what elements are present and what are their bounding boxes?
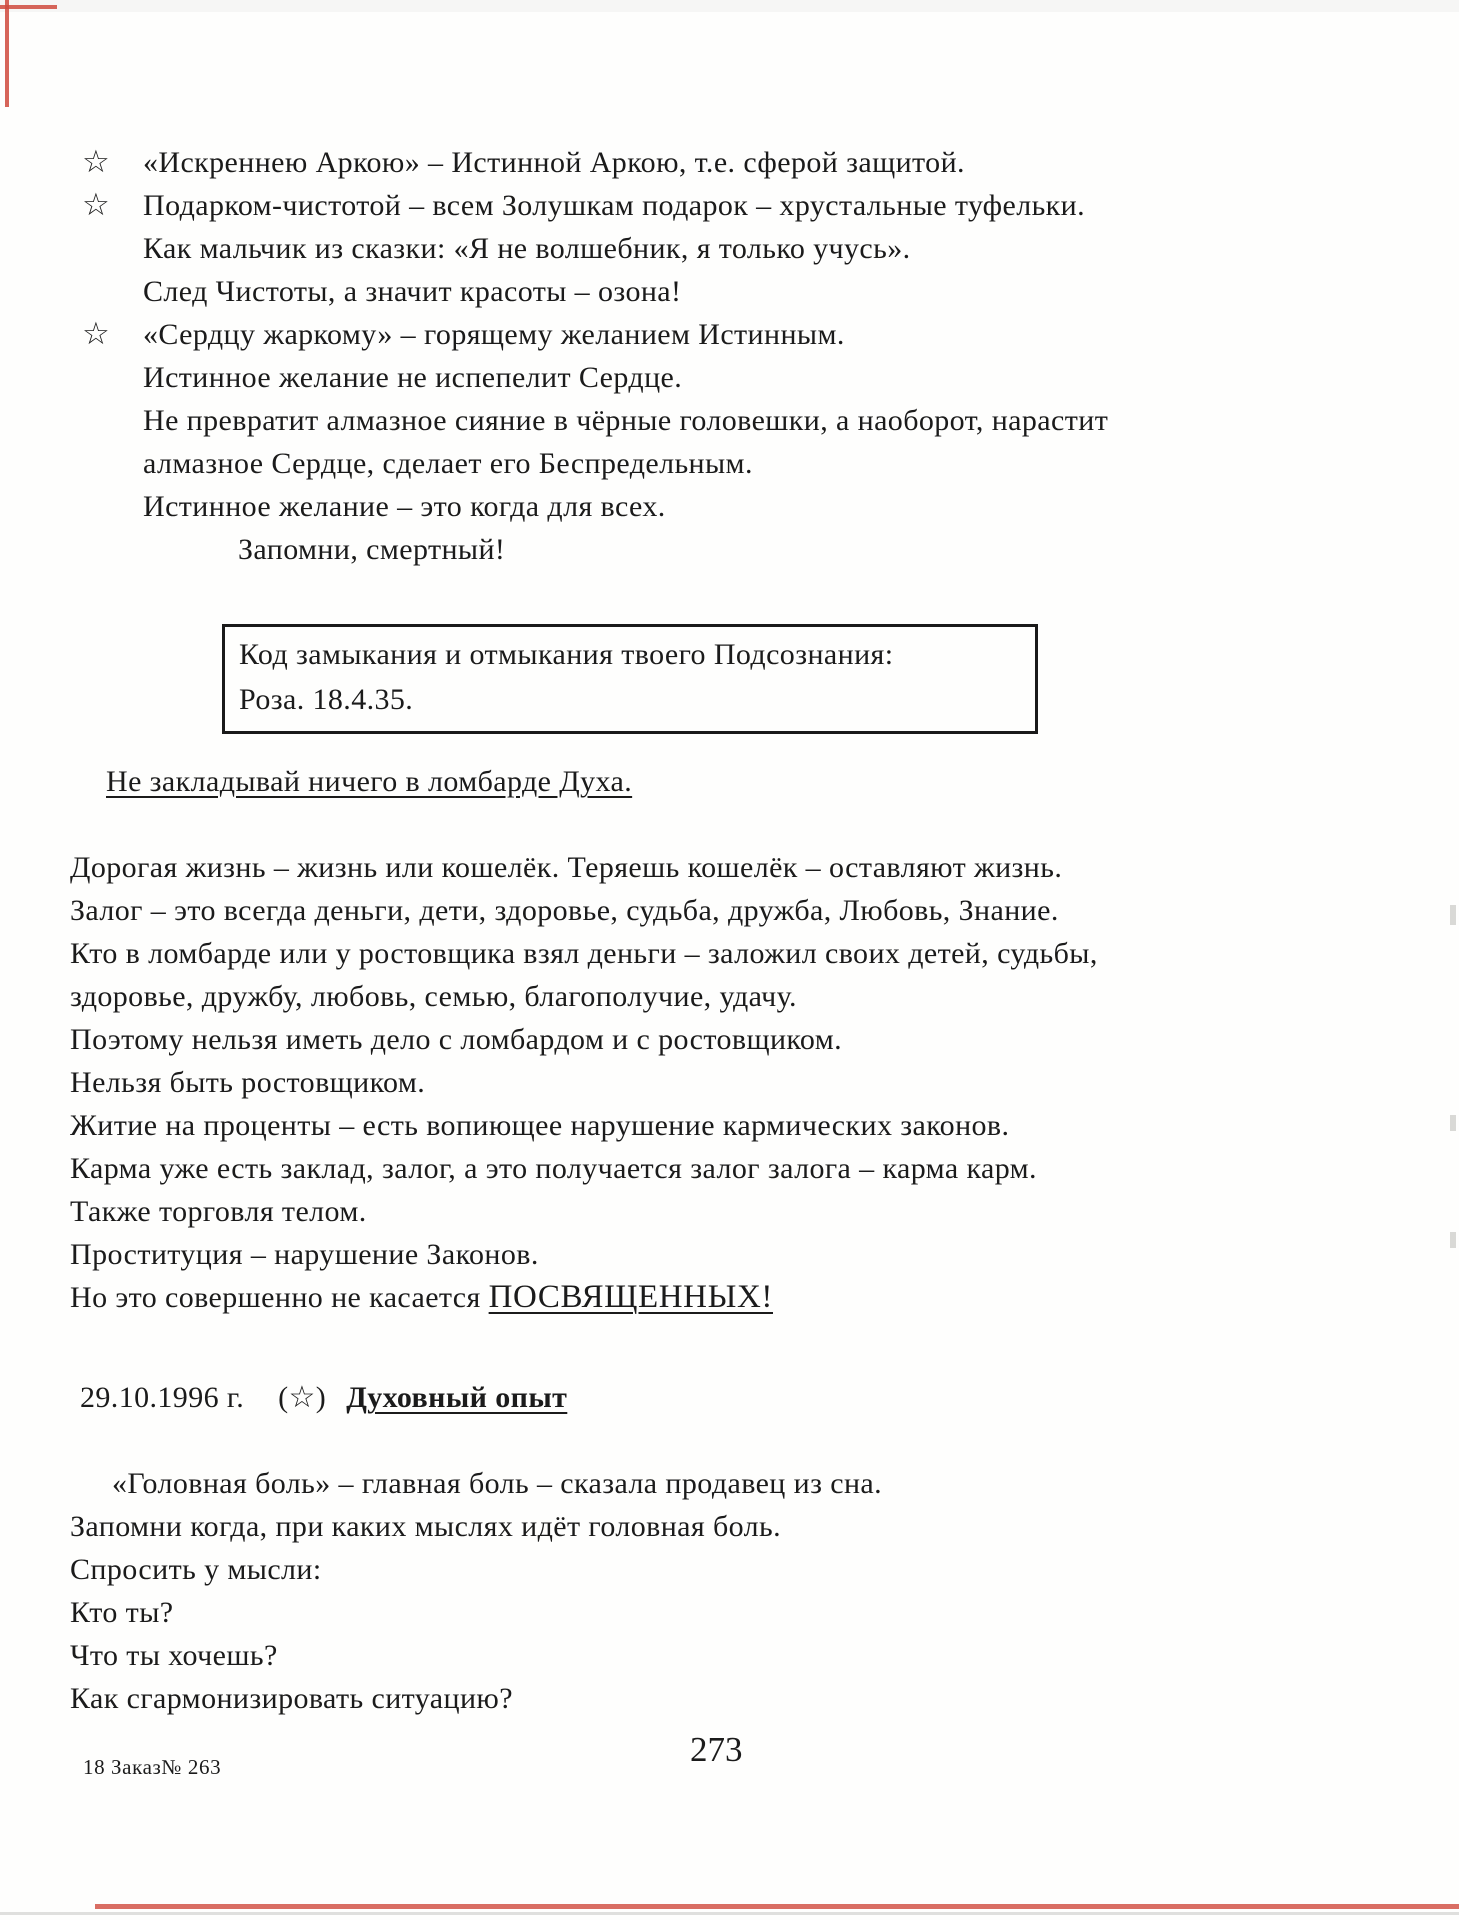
bullet-continuation-line [0, 399, 1459, 442]
paragraph-line: Житие на проценты – есть вопиющее нарушение кармических законов. [70, 1109, 1010, 1142]
paragraph-line: Залог – это всегда деньги, дети, здоровье, судьба, дружба, Любовь, Знание. [70, 894, 1059, 927]
experience-line: Спросить у мысли: [70, 1553, 322, 1586]
experience-line: Что ты хочешь? [70, 1639, 278, 1672]
bullet-continuation-line [0, 442, 1459, 485]
scan-bottom-edge [0, 1912, 1459, 1915]
section-heading-text: Не закладывай ничего в ломбарде Духа. [106, 765, 633, 798]
scan-top-band [0, 0, 1459, 12]
paragraph-line: Также торговля телом. [70, 1195, 367, 1228]
bullet-continuation-line [0, 485, 1459, 528]
bullet-text: алмазное Сердце, сделает его Беспредельным. [143, 447, 753, 480]
code-box [222, 624, 1038, 734]
star-icon: ☆ [82, 187, 111, 222]
paragraph-line: Кто в ломбарде или у ростовщика взял деньги – заложил своих детей, судьбы, [70, 937, 1098, 970]
bullet-line [0, 313, 1459, 356]
footer-print-info: 18 Заказ№ 263 [83, 1755, 222, 1779]
bullet-continuation-line [0, 227, 1459, 270]
star-icon: ☆ [82, 316, 111, 351]
paragraph-final-prefix: Но это совершенно не касается [70, 1281, 489, 1314]
paragraph-line: Карма уже есть заклад, залог, а это получается залог залога – карма карм. [70, 1152, 1037, 1185]
bullet-line [0, 184, 1459, 227]
paragraph-line: Проституция – нарушение Законов. [70, 1238, 539, 1271]
entry-date: 29.10.1996 г. [80, 1381, 245, 1414]
paragraph-final-line [0, 1276, 1459, 1319]
experience-line: Как сгармонизировать ситуацию? [70, 1682, 513, 1715]
section-heading [106, 760, 632, 803]
paragraph-line: здоровье, дружбу, любовь, семью, благополучие, удачу. [70, 980, 797, 1013]
scan-mark-top-vertical [5, 0, 9, 107]
bullet-text: Не превратит алмазное сияние в чёрные головешки, а наоборот, нарастит [143, 404, 1109, 437]
code-box-line: Код замыкания и отмыкания твоего Подсознания: [239, 638, 894, 671]
experience-line: Кто ты? [70, 1596, 174, 1629]
bullet-text: Истинное желание не испепелит Сердце. [143, 361, 683, 394]
entry-heading [0, 1376, 567, 1419]
bullet-text: «Искреннею Аркою» – Истинной Аркою, т.е. сферой защитой. [143, 146, 965, 179]
bullet-continuation-line [0, 356, 1459, 399]
bullet-indented-line [0, 528, 1459, 571]
scan-mark-bottom-line [95, 1904, 1459, 1909]
paragraph-line: Нельзя быть ростовщиком. [70, 1066, 426, 1099]
paragraph-line: Дорогая жизнь – жизнь или кошелёк. Теряешь кошелёк – оставляют жизнь. [70, 851, 1063, 884]
experience-line: «Головная боль» – главная боль – сказала продавец из сна. [112, 1467, 883, 1500]
code-box-line: Роза. 18.4.35. [239, 683, 414, 716]
body-paragraph [0, 846, 1459, 1319]
paragraph-line: Поэтому нельзя иметь дело с ломбардом и с ростовщиком. [70, 1023, 842, 1056]
experience-line: Запомни когда, при каких мыслях идёт головная боль. [70, 1510, 782, 1543]
bullet-text: Запомни, смертный! [238, 533, 506, 566]
bullet-text: Подарком-чистотой – всем Золушкам подарок – хрустальные туфельки. [143, 189, 1085, 222]
entry-title: Духовный опыт [346, 1381, 568, 1414]
page-number: 273 [690, 1730, 743, 1769]
bullet-text: «Сердцу жаркому» – горящему желанием Истинным. [143, 318, 845, 351]
bullet-text: Как мальчик из сказки: «Я не волшебник, я только учусь». [143, 232, 911, 265]
bullet-text: След Чистоты, а значит красоты – озона! [143, 275, 682, 308]
emphasized-term: ПОСВЯЩЕННЫХ! [488, 1279, 773, 1315]
entry-star-marker: (☆) [278, 1381, 327, 1414]
star-bullet-list [0, 141, 1459, 571]
experience-paragraph [0, 1462, 1459, 1720]
star-icon: ☆ [82, 144, 111, 179]
bullet-line [0, 141, 1459, 184]
bullet-text: Истинное желание – это когда для всех. [143, 490, 666, 523]
bullet-continuation-line [0, 270, 1459, 313]
